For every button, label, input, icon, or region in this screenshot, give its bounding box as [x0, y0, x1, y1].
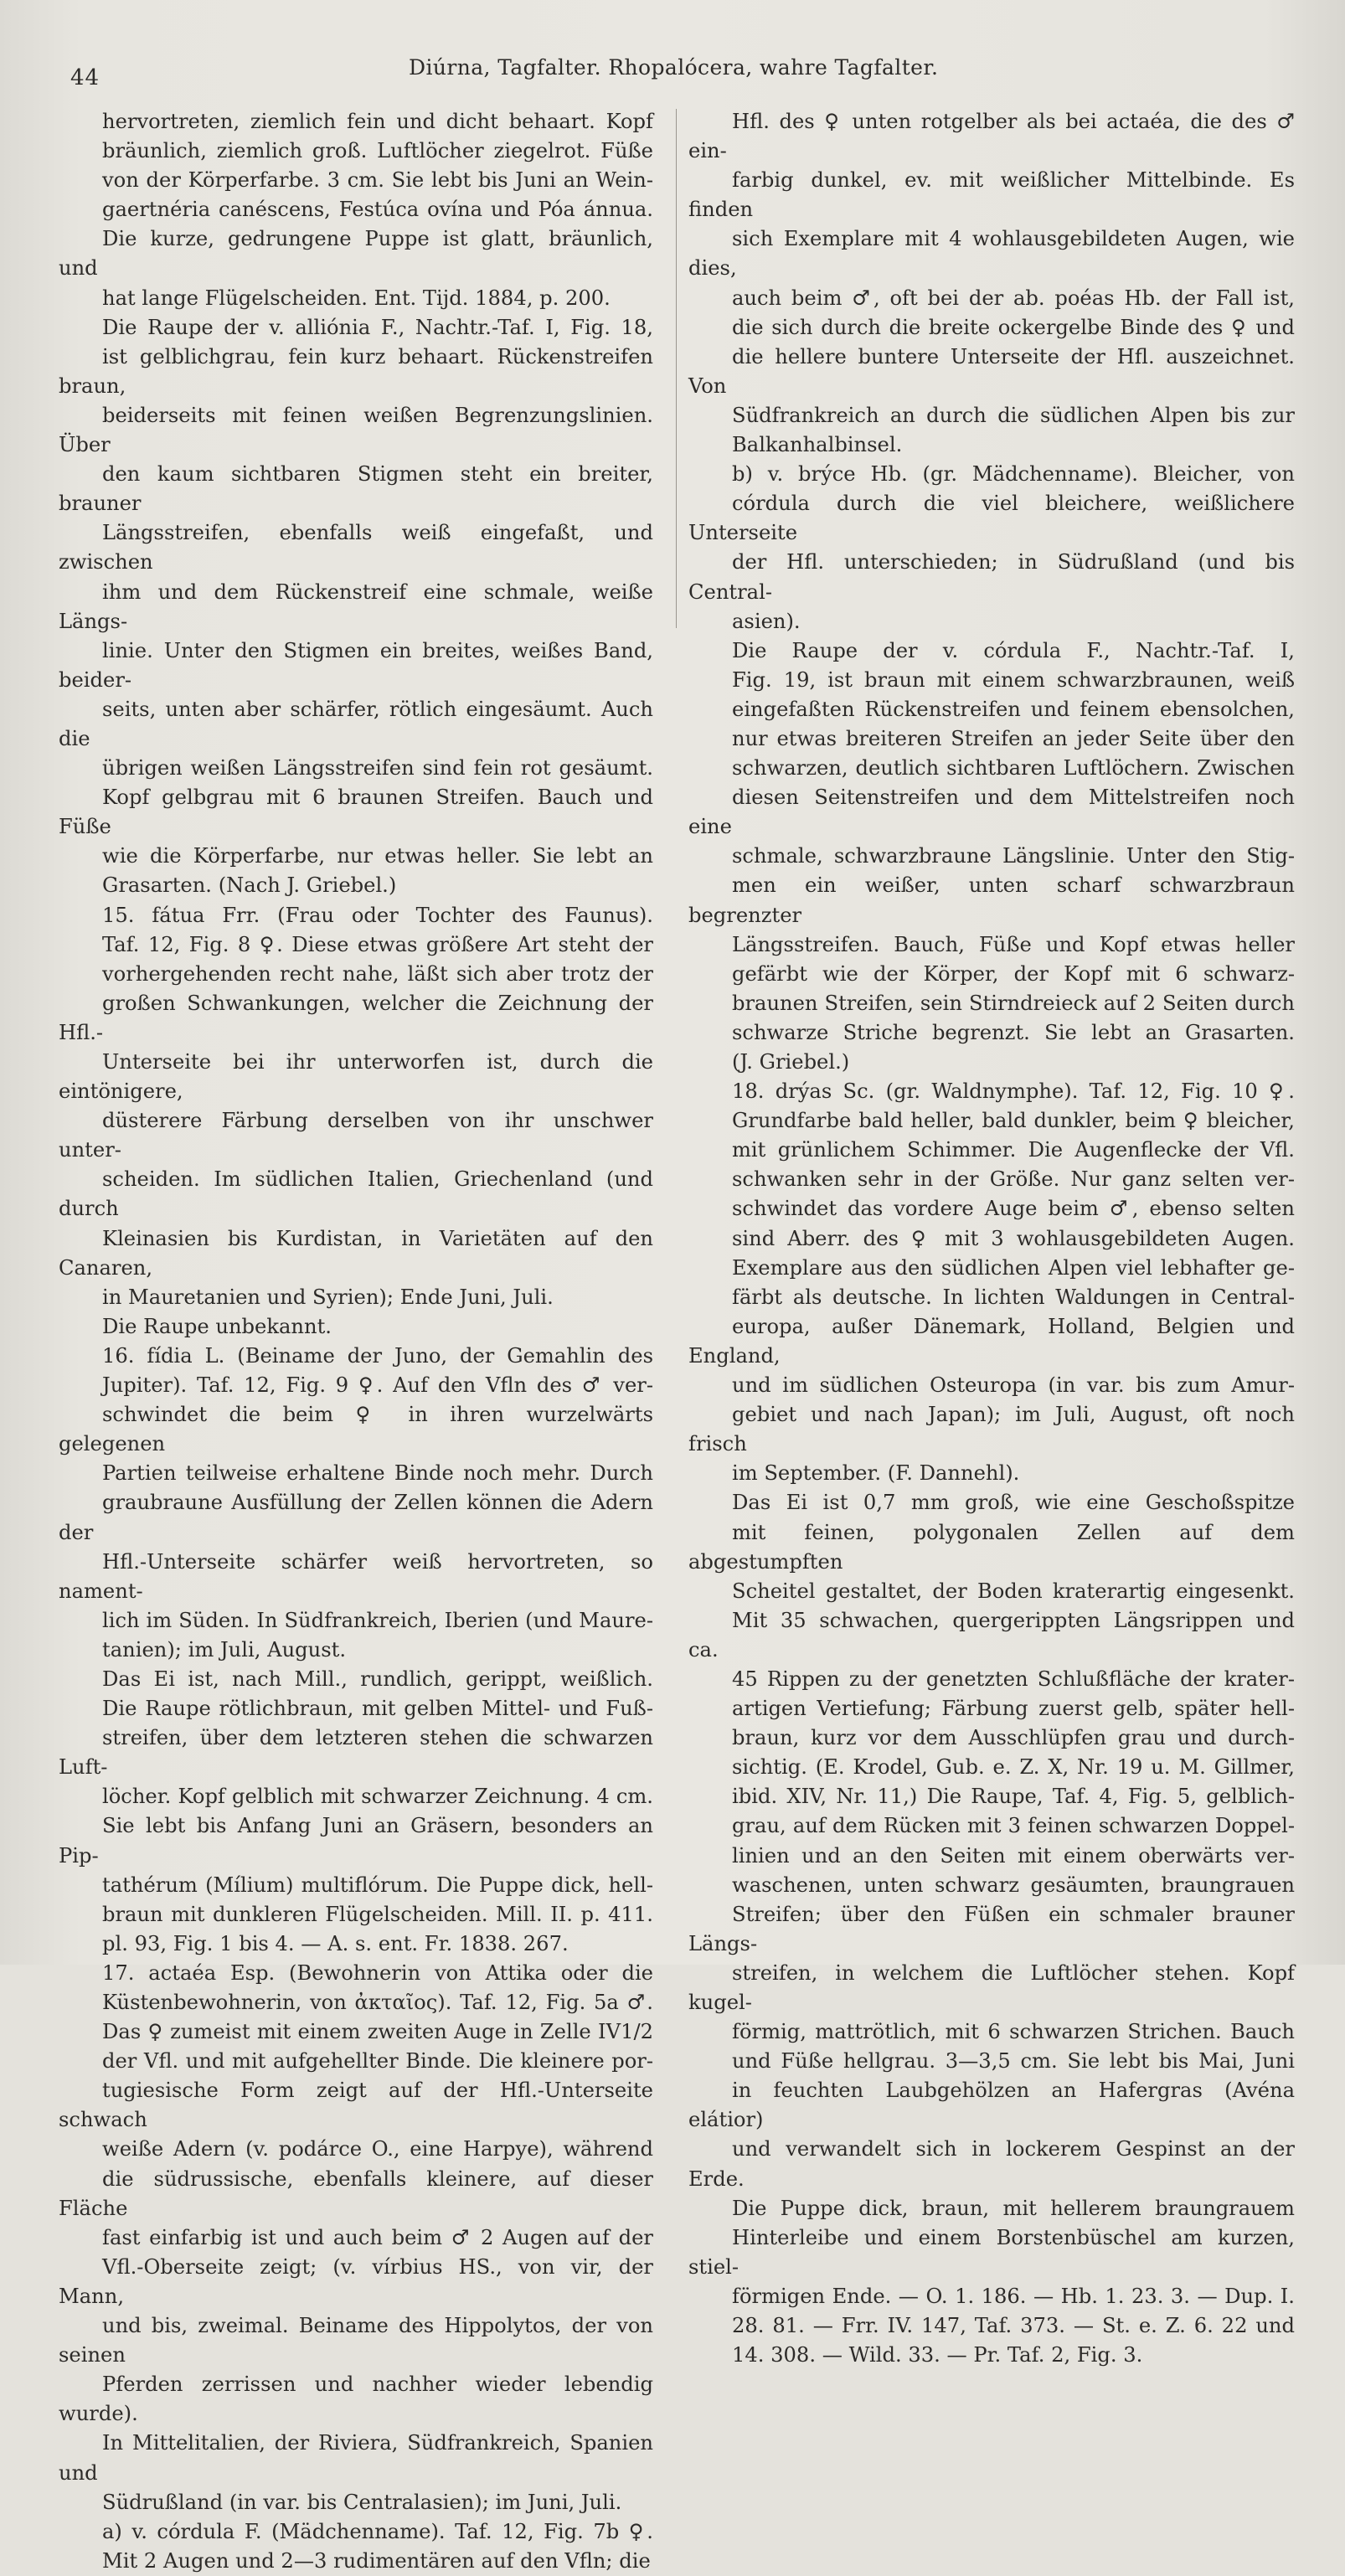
- text-line: Sie lebt bis Anfang Juni an Gräsern, besonders an Pip-: [59, 1814, 653, 1868]
- text-line: waschenen, unten schwarz gesäumten, braungrauen: [732, 1873, 1295, 1897]
- text-line: Pferden zerrissen und nachher wieder lebendig wurde).: [59, 2372, 653, 2426]
- text-line: braun mit dunkleren Flügelscheiden. Mill. II. p. 411.: [102, 1902, 653, 1926]
- text-line: Hfl.-Unterseite schärfer weiß hervortreten, so nament-: [59, 1549, 653, 1603]
- text-line: europa, außer Dänemark, Holland, Belgien und England,: [688, 1314, 1295, 1368]
- text-line: Die kurze, gedrungene Puppe ist glatt, bräunlich, und: [59, 227, 653, 281]
- text-line: gebiet und nach Japan); im Juli, August, oft noch frisch: [688, 1403, 1295, 1456]
- text-line: schwarze Striche begrenzt. Sie lebt an Grasarten.: [732, 1020, 1295, 1044]
- text-line: hervortreten, ziemlich fein und dicht behaart. Kopf: [102, 110, 653, 133]
- text-line: pl. 93, Fig. 1 bis 4. — A. s. ent. Fr. 1838. 267.: [102, 1931, 569, 1955]
- text-line: tugiesische Form zeigt auf der Hfl.-Unterseite schwach: [59, 2079, 653, 2132]
- text-line: Grundfarbe bald heller, bald dunkler, beim ♀ bleicher,: [732, 1109, 1295, 1133]
- text-line: 14. 308. — Wild. 33. — Pr. Taf. 2, Fig. 3.: [732, 2343, 1143, 2367]
- paragraph: [59, 1312, 653, 1342]
- right-column: [688, 107, 1295, 2370]
- text-line: sich Exemplare mit 4 wohlausgebildeten Augen, wie dies,: [688, 227, 1295, 281]
- text-line: die sich durch die breite ockergelbe Binde des ♀ und: [732, 315, 1295, 339]
- text-line: 17. actaéa Esp. (Bewohnerin von Attika oder die: [102, 1960, 653, 1985]
- text-line: 45 Rippen zu der genetzten Schlußfläche der krater-: [732, 1667, 1295, 1691]
- paragraph: [59, 901, 653, 1312]
- paragraph: [59, 1665, 653, 1959]
- text-line: schwindet das vordere Auge beim ♂, ebenso selten: [732, 1197, 1295, 1221]
- text-line: schwindet die beim ♀ in ihren wurzelwärts gelegenen: [59, 1403, 653, 1456]
- text-line: vorhergehenden recht nahe, läßt sich aber trotz der: [102, 961, 653, 986]
- paragraph: [59, 2517, 653, 2576]
- text-line: ibid. XIV, Nr. 11,) Die Raupe, Taf. 4, Fig. 5, gelblich-: [732, 1785, 1295, 1809]
- text-line: färbt als deutsche. In lichten Waldungen in Central-: [732, 1285, 1295, 1309]
- paragraph: [688, 1488, 1295, 2370]
- text-line: Mit 35 schwachen, quergerippten Längsrippen und ca.: [688, 1608, 1295, 1662]
- text-line: die hellere buntere Unterseite der Hfl. auszeichnet. Von: [688, 344, 1295, 398]
- text-line: braun, kurz vor dem Ausschlüpfen grau und durch-: [732, 1726, 1295, 1750]
- text-line: a) v. córdula F. (Mädchenname). Taf. 12, Fig. 7b ♀.: [102, 2519, 653, 2543]
- text-line: Fig. 19, ist braun mit einem schwarzbraunen, weiß: [732, 667, 1295, 692]
- text-line: die südrussische, ebenfalls kleinere, auf dieser Fläche: [59, 2166, 653, 2220]
- text-line: ist gelblichgrau, fein kurz behaart. Rückenstreifen braun,: [59, 344, 653, 398]
- text-line: förmigen Ende. — O. 1. 186. — Hb. 1. 23. 3. — Dup. I.: [732, 2284, 1295, 2308]
- text-line: (J. Griebel.): [732, 1050, 850, 1074]
- text-line: Das Ei ist, nach Mill., rundlich, gerippt, weißlich.: [102, 1667, 653, 1691]
- paragraph: [688, 1077, 1295, 1488]
- text-line: tathérum (Mílium) multiflórum. Die Puppe dick, hell-: [102, 1873, 653, 1897]
- text-line: ihm und dem Rückenstreif eine schmale, weiße Längs-: [59, 580, 653, 633]
- text-line: linie. Unter den Stigmen ein breites, weißes Band, beider-: [59, 638, 653, 692]
- text-line: weiße Adern (v. podárce O., eine Harpye), während: [102, 2137, 653, 2161]
- text-line: seits, unten aber schärfer, rötlich eingesäumt. Auch die: [59, 697, 653, 750]
- paragraph: [59, 313, 653, 901]
- text-line: Die Raupe der v. córdula F., Nachtr.-Taf. I,: [732, 638, 1295, 662]
- text-line: großen Schwankungen, welcher die Zeichnung der Hfl.-: [59, 991, 653, 1044]
- text-line: eingefaßten Rückenstreifen und feinem ebensolchen,: [732, 697, 1295, 721]
- text-line: von der Körperfarbe. 3 cm. Sie lebt bis Juni an Wein-: [102, 168, 653, 193]
- text-line: Grasarten. (Nach J. Griebel.): [102, 873, 397, 898]
- text-line: schwanken sehr in der Größe. Nur ganz selten ver-: [732, 1167, 1295, 1192]
- text-line: asien).: [732, 609, 801, 633]
- text-line: bräunlich, ziemlich groß. Luftlöcher ziegelrot. Füße: [102, 139, 653, 163]
- text-line: förmig, mattrötlich, mit 6 schwarzen Strichen. Bauch: [732, 2020, 1295, 2044]
- text-line: córdula durch die viel bleichere, weißlichere Unterseite: [688, 492, 1295, 545]
- text-line: löcher. Kopf gelblich mit schwarzer Zeichnung. 4 cm.: [102, 1785, 653, 1809]
- text-line: diesen Seitenstreifen und dem Mittelstreifen noch eine: [688, 786, 1295, 839]
- paragraph: [59, 1959, 653, 2517]
- left-column: [59, 107, 653, 2576]
- text-line: gaertnéria canéscens, Festúca ovína und Póa ánnua.: [102, 198, 653, 222]
- text-line: Südfrankreich an durch die südlichen Alpen bis zur: [732, 403, 1295, 427]
- text-line: auch beim ♂, oft bei der ab. poéas Hb. der Fall ist,: [732, 286, 1295, 310]
- paragraph: [59, 107, 653, 313]
- text-line: b) v. brýce Hb. (gr. Mädchenname). Bleicher, von: [732, 462, 1295, 487]
- text-line: düsterere Färbung derselben von ihr unschwer unter-: [59, 1109, 653, 1162]
- text-line: linien und an den Seiten mit einem oberwärts ver-: [732, 1843, 1295, 1868]
- text-line: sichtig. (E. Krodel, Gub. e. Z. X, Nr. 19 u. M. Gillmer,: [732, 1755, 1295, 1780]
- text-line: in Mauretanien und Syrien); Ende Juni, Juli.: [102, 1285, 554, 1309]
- column-divider: [676, 109, 677, 628]
- text-line: tanien); im Juli, August.: [102, 1637, 347, 1662]
- text-line: 28. 81. — Frr. IV. 147, Taf. 373. — St. e. Z. 6. 22 und: [732, 2314, 1295, 2338]
- text-line: Exemplare aus den südlichen Alpen viel lebhafter ge-: [732, 1255, 1295, 1280]
- text-line: Längsstreifen. Bauch, Füße und Kopf etwas heller: [732, 932, 1295, 956]
- text-line: beiderseits mit feinen weißen Begrenzungslinien. Über: [59, 403, 653, 457]
- paragraph: [688, 107, 1295, 460]
- text-line: In Mittelitalien, der Riviera, Südfrankreich, Spanien und: [59, 2431, 653, 2485]
- page-number: 44: [70, 65, 100, 90]
- text-line: den kaum sichtbaren Stigmen steht ein breiter, brauner: [59, 462, 653, 516]
- text-line: schmale, schwarzbraune Längslinie. Unter den Stig-: [732, 844, 1295, 868]
- text-line: men ein weißer, unten scharf schwarzbraun begrenzter: [688, 873, 1295, 927]
- text-line: wie die Körperfarbe, nur etwas heller. Sie lebt an: [102, 844, 653, 868]
- text-line: Das ♀ zumeist mit einem zweiten Auge in Zelle IV1/2: [102, 2020, 653, 2044]
- text-line: 16. fídia L. (Beiname der Juno, der Gemahlin des: [102, 1343, 653, 1368]
- text-line: gefärbt wie der Körper, der Kopf mit 6 schwarz-: [732, 961, 1295, 986]
- text-line: lich im Süden. In Südfrankreich, Iberien (und Maure-: [102, 1608, 653, 1632]
- text-line: schwarzen, deutlich sichtbaren Luftlöchern. Zwischen: [732, 756, 1295, 781]
- text-line: Scheitel gestaltet, der Boden kraterartig eingesenkt.: [732, 1579, 1295, 1603]
- text-line: artigen Vertiefung; Färbung zuerst gelb, später hell-: [732, 1697, 1295, 1721]
- text-line: Vfl.-Oberseite zeigt; (v. vírbius HS., von vir, der Mann,: [59, 2254, 653, 2308]
- text-line: fast einfarbig ist und auch beim ♂ 2 Augen auf der: [102, 2225, 653, 2249]
- text-line: und verwandelt sich in lockerem Gespinst an der Erde.: [688, 2137, 1295, 2191]
- paragraph: [688, 460, 1295, 636]
- text-line: mit feinen, polygonalen Zellen auf dem abgestumpften: [688, 1520, 1295, 1574]
- text-line: Mit 2 Augen und 2—3 rudimentären auf den Vfln; die: [102, 2548, 651, 2573]
- text-line: Die Raupe der v. alliónia F., Nachtr.-Taf. I, Fig. 18,: [102, 315, 653, 339]
- text-line: Die Raupe unbekannt.: [102, 1314, 332, 1338]
- text-line: Kopf gelbgrau mit 6 braunen Streifen. Bauch und Füße: [59, 786, 653, 839]
- text-line: Küstenbewohnerin, von ἀκταῖος). Taf. 12, Fig. 5a ♂.: [102, 1991, 653, 2014]
- text-line: und im südlichen Osteuropa (in var. bis zum Amur-: [732, 1373, 1295, 1398]
- text-line: braunen Streifen, sein Stirndreieck auf 2 Seiten durch: [732, 991, 1295, 1015]
- text-line: Partien teilweise erhaltene Binde noch mehr. Durch: [102, 1461, 653, 1486]
- running-head: Diúrna, Tagfalter. Rhopalócera, wahre Tagfalter.: [409, 55, 939, 80]
- text-line: Unterseite bei ihr unterworfen ist, durch die eintönigere,: [59, 1050, 653, 1104]
- text-line: streifen, über dem letzteren stehen die schwarzen Luft-: [59, 1726, 653, 1780]
- text-line: farbig dunkel, ev. mit weißlicher Mittelbinde. Es finden: [688, 168, 1295, 222]
- paragraph: [59, 1342, 653, 1665]
- paragraph: [688, 636, 1295, 1077]
- text-line: 15. fátua Frr. (Frau oder Tochter des Faunus).: [102, 903, 653, 927]
- text-line: und Füße hellgrau. 3—3,5 cm. Sie lebt bis Mai, Juni: [732, 2049, 1295, 2074]
- text-line: Kleinasien bis Kurdistan, in Varietäten auf den Canaren,: [59, 1226, 653, 1280]
- text-line: mit grünlichem Schimmer. Die Augenflecke der Vfl.: [732, 1138, 1295, 1162]
- text-line: in feuchten Laubgehölzen an Hafergras (Avéna elátior): [688, 2079, 1295, 2132]
- text-line: übrigen weißen Längsstreifen sind fein rot gesäumt.: [102, 756, 653, 781]
- text-line: Balkanhalbinsel.: [732, 433, 903, 457]
- text-line: der Hfl. unterschieden; in Südrußland (und bis Central-: [688, 550, 1295, 604]
- text-line: Das Ei ist 0,7 mm groß, wie eine Geschoßspitze: [732, 1491, 1295, 1515]
- text-line: und bis, zweimal. Beiname des Hippolytos, der von seinen: [59, 2314, 653, 2367]
- text-line: Jupiter). Taf. 12, Fig. 9 ♀. Auf den Vfln des ♂ ver-: [102, 1373, 653, 1398]
- text-line: Die Raupe rötlichbraun, mit gelben Mittel- und Fuß-: [102, 1697, 653, 1721]
- text-line: Längsstreifen, ebenfalls weiß eingefaßt, und zwischen: [59, 521, 653, 574]
- text-line: Die Puppe dick, braun, mit hellerem braungrauem: [732, 2196, 1295, 2220]
- text-line: im September. (F. Dannehl).: [732, 1461, 1020, 1486]
- text-line: graubraune Ausfüllung der Zellen können die Adern der: [59, 1491, 653, 1544]
- text-line: hat lange Flügelscheiden. Ent. Tijd. 1884, p. 200.: [102, 286, 611, 310]
- text-line: Hfl. des ♀ unten rotgelber als bei actaéa, die des ♂ ein-: [688, 110, 1295, 163]
- text-line: 18. drýas Sc. (gr. Waldnymphe). Taf. 12, Fig. 10 ♀.: [732, 1079, 1295, 1104]
- text-line: sind Aberr. des ♀ mit 3 wohlausgebildeten Augen.: [732, 1226, 1295, 1250]
- text-line: Hinterleibe und einem Borstenbüschel am kurzen, stiel-: [688, 2225, 1295, 2279]
- text-line: Südrußland (in var. bis Centralasien); im Juni, Juli.: [102, 2490, 622, 2514]
- text-line: streifen, in welchem die Luftlöcher stehen. Kopf kugel-: [688, 1960, 1295, 2014]
- text-line: grau, auf dem Rücken mit 3 feinen schwarzen Doppel-: [732, 1814, 1295, 1838]
- text-line: der Vfl. und mit aufgehellter Binde. Die kleinere por-: [102, 2049, 653, 2074]
- text-line: Taf. 12, Fig. 8 ♀. Diese etwas größere Art steht der: [102, 932, 653, 956]
- text-line: scheiden. Im südlichen Italien, Griechenland (und durch: [59, 1167, 653, 1221]
- text-line: Streifen; über den Füßen ein schmaler brauner Längs-: [688, 1902, 1295, 1955]
- text-line: nur etwas breiteren Streifen an jeder Seite über den: [732, 726, 1295, 750]
